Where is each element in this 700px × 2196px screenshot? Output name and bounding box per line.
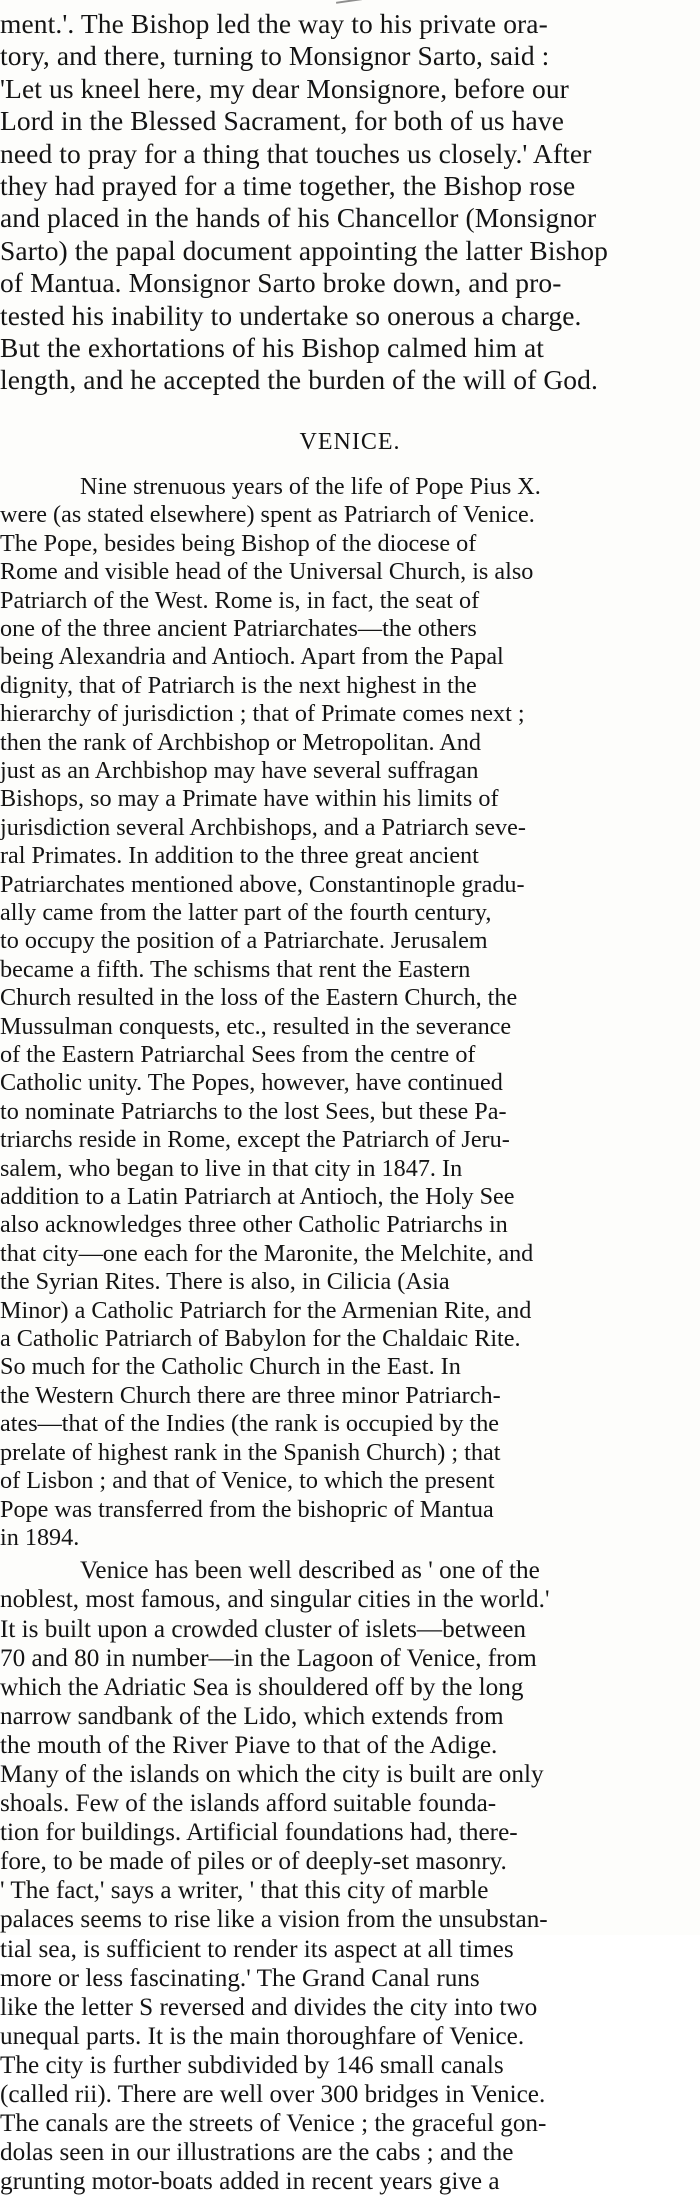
text-line: dignity, that of Patriarch is the next highest in the [0, 671, 477, 699]
text-line: to occupy the position of a Patriarchate. Jerusalem [0, 927, 488, 955]
text-line: length, and he accepted the burden of the will of God. [0, 364, 598, 396]
text-line: which the Adriatic Sea is shouldered off by the long [0, 1673, 524, 1701]
text-line: also acknowledges three other Catholic Patriarchs in [0, 1211, 508, 1239]
text-line: just as an Archbishop may have several suffragan [0, 756, 479, 784]
text-line: triarchs reside in Rome, except the Patriarch of Jeru- [0, 1126, 510, 1154]
text-line: It is built upon a crowded cluster of islets—between [0, 1615, 527, 1643]
text-line: more or less fascinating.' The Grand Canal runs [0, 1964, 480, 1992]
text-line: dolas seen in our illustrations are the cabs ; and the [0, 2139, 514, 2167]
text-line: palaces seems to rise like a vision from the unsubstan- [0, 1906, 548, 1934]
text-line: Bishops, so may a Primate have within his limits of [0, 785, 499, 813]
text-line: shoals. Few of the islands afford suitable founda- [0, 1790, 497, 1818]
continuation-paragraph [0, 8, 690, 397]
text-line: Minor) a Catholic Patriarch for the Armenian Rite, and [0, 1296, 532, 1324]
text-line: The city is further subdivided by 146 small canals [0, 2051, 504, 2079]
text-line: Mussulman conquests, etc., resulted in the severance [0, 1012, 512, 1040]
text-column [0, 8, 690, 2196]
text-line: they had prayed for a time together, the Bishop rose [0, 170, 576, 202]
text-line: The canals are the streets of Venice ; the graceful gon- [0, 2110, 547, 2138]
text-line: Sarto) the papal document appointing the latter Bishop [0, 234, 608, 266]
text-line: Venice has been well described as ' one of the [80, 1557, 540, 1585]
text-line: of Mantua. Monsignor Sarto broke down, and pro- [0, 267, 562, 299]
text-line: ' The fact,' says a writer, ' that this city of marble [0, 1877, 489, 1905]
text-line: Patriarch of the West. Rome is, in fact, the seat of [0, 586, 480, 614]
body-paragraph [0, 473, 690, 1552]
text-line: were (as stated elsewhere) spent as Patriarch of Venice. [0, 501, 535, 529]
text-line: noblest, most famous, and singular cities in the world.' [0, 1586, 550, 1614]
text-line: being Alexandria and Antioch. Apart from the Papal [0, 643, 504, 671]
text-line: ally came from the latter part of the fourth century, [0, 898, 492, 926]
text-line: of Lisbon ; and that of Venice, to which the present [0, 1467, 495, 1495]
text-line: in 1894. [0, 1523, 80, 1551]
text-line: need to pray for a thing that touches us closely.' After [0, 137, 592, 169]
text-line: grunting motor-boats added in recent years give a [0, 2168, 500, 2196]
text-line: of the Eastern Patriarchal Sees from the centre of [0, 1041, 476, 1068]
text-line: hierarchy of jurisdiction ; that of Primate comes next ; [0, 700, 525, 728]
text-line: a Catholic Patriarch of Babylon for the Chaldaic Rite. [0, 1325, 521, 1353]
text-line: Pope was transferred from the bishopric of Mantua [0, 1495, 494, 1523]
text-line: and placed in the hands of his Chancellor (Monsignor [0, 202, 597, 234]
text-line: ment.'. The Bishop led the way to his private ora- [0, 8, 548, 39]
text-line: (called rii). There are well over 300 bridges in Venice. [0, 2081, 546, 2108]
text-line: unequal parts. It is the main thoroughfare of Venice. [0, 2022, 525, 2050]
text-line: ral Primates. In addition to the three great ancient [0, 842, 479, 870]
text-line: prelate of highest rank in the Spanish Church) ; that [0, 1438, 501, 1466]
text-line: The Pope, besides being Bishop of the diocese of [0, 529, 477, 557]
text-line: became a fifth. The schisms that rent the Eastern [0, 955, 471, 983]
text-line: Lord in the Blessed Sacrament, for both of us have [0, 105, 565, 137]
text-line: addition to a Latin Patriarch at Antioch, the Holy See [0, 1183, 515, 1211]
text-line: Church resulted in the loss of the Eastern Church, the [0, 984, 518, 1012]
text-line: fore, to be made of piles or of deeply-set masonry. [0, 1848, 507, 1876]
text-line: Many of the islands on which the city is built are only [0, 1760, 544, 1788]
text-line: tial sea, is sufficient to render its aspect at all times [0, 1935, 514, 1963]
text-line: tion for buildings. Artificial foundations had, there- [0, 1819, 518, 1847]
text-line: 70 and 80 in number—in the Lagoon of Venice, from [0, 1644, 537, 1672]
section-heading: VENICE. [299, 428, 401, 455]
text-line: tory, and there, turning to Monsignor Sarto, said : [0, 40, 550, 72]
text-line: to nominate Patriarchs to the lost Sees, but these Pa- [0, 1097, 507, 1125]
text-line: But the exhortations of his Bishop calmed him at [0, 332, 545, 364]
text-line: the Western Church there are three minor Patriarch- [0, 1381, 501, 1409]
text-line: salem, who began to live in that city in 1847. In [0, 1154, 463, 1182]
text-line: Rome and visible head of the Universal Church, is also [0, 558, 534, 586]
text-line: jurisdiction several Archbishops, and a Patriarch seve- [0, 813, 526, 841]
text-line: 'Let us kneel here, my dear Monsignore, before our [0, 72, 569, 104]
text-line: then the rank of Archbishop or Metropolitan. And [0, 728, 481, 756]
text-line: like the letter S reversed and divides the city into two [0, 1993, 538, 2021]
text-line: Patriarchates mentioned above, Constantinople gradu- [0, 870, 525, 898]
text-line: Nine strenuous years of the life of Pope Pius X. [80, 472, 541, 500]
text-line: tested his inability to undertake so onerous a charge. [0, 299, 582, 331]
text-line: one of the three ancient Patriarchates—the others [0, 614, 477, 642]
text-line: the Syrian Rites. There is also, in Cilicia (Asia [0, 1268, 450, 1296]
body-paragraph [0, 1556, 690, 2196]
text-line: So much for the Catholic Church in the East. In [0, 1353, 461, 1381]
text-line: the mouth of the River Piave to that of the Adige. [0, 1731, 498, 1759]
text-line: ates—that of the Indies (the rank is occupied by the [0, 1410, 500, 1438]
text-line: that city—one each for the Maronite, the Melchite, and [0, 1239, 534, 1267]
ink-mark [336, 0, 362, 4]
text-line: narrow sandbank of the Lido, which extends from [0, 1702, 504, 1730]
text-line: Catholic unity. The Popes, however, have continued [0, 1069, 503, 1097]
